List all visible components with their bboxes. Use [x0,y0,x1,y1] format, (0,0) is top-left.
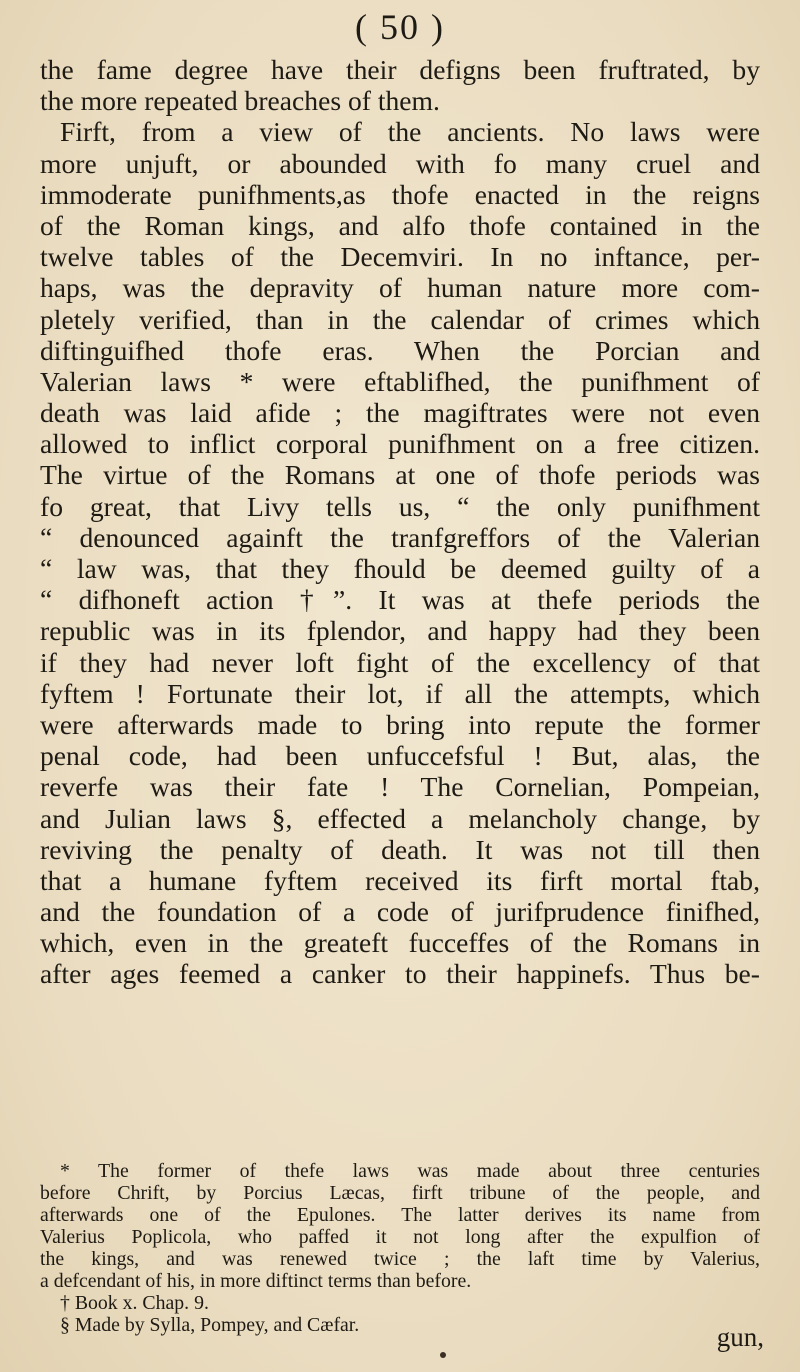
text-line: twelve tables of the Decemviri. In no inftance, per- [40,241,760,273]
text-line: haps, was the depravity of human nature more com- [40,272,760,304]
text-line: “ law was, that they fhould be deemed guilty of a [40,553,760,584]
page-number-header: ( 50 ) [355,7,445,47]
ink-mark [440,1352,446,1358]
main-text [40,54,760,990]
text-line: more unjuft, or abounded with fo many cruel and [40,147,760,179]
text-line: reviving the penalty of death. It was not till then [40,833,760,865]
catchword: gun, [716,1322,764,1352]
text-line: penal code, had been unfuccefsful ! But, alas, the [40,740,760,772]
footnotes [40,1160,760,1336]
footnote-line: † Book x. Chap. 9. [60,1292,209,1314]
text-line: immoderate punifhments,as thofe enacted in the reigns [40,178,760,210]
footnote-line: before Chrift, by Porcius Læcas, firft tribune of the people, and [40,1182,760,1204]
text-line: pletely verified, than in the calendar of crimes which [40,303,760,335]
text-line: the fame degree have their defigns been fruftrated, by [40,54,760,85]
footnote-line: afterwards one of the Epulones. The latter derives its name from [40,1204,760,1226]
text-line: “ denounced againft the tranfgreffors of the Valerian [40,521,760,553]
text-line: after ages feemed a canker to their happinefs. Thus be- [40,958,760,990]
text-line: were afterwards made to bring into repute the former [40,708,760,740]
text-line: The virtue of the Romans at one of thofe periods was [40,459,760,491]
text-line: and the foundation of a code of jurifprudence finifhed, [40,896,760,928]
text-line: fyftem ! Fortunate their lot, if all the attempts, which [40,677,760,709]
text-line: fo great, that Livy tells us, “ the only punifhment [40,490,760,522]
text-line: reverfe was their fate ! The Cornelian, Pompeian, [40,771,760,803]
footnote-line: Valerius Poplicola, who paffed it not long after the expulfion of [40,1226,760,1248]
text-line: allowed to inflict corporal punifhment on a free citizen. [40,428,760,460]
text-line: that a humane fyftem received its firft mortal ftab, [40,864,760,896]
text-line: if they had never loft fight of the excellency of that [40,646,760,678]
text-line: “ difhoneft action †”. It was at thefe periods the [40,584,760,616]
text-line: the more repeated breaches of them. [40,85,440,117]
text-line: and Julian laws §, effected a melancholy change, by [40,802,760,834]
text-line: of the Roman kings, and alfo thofe contained in the [40,209,760,241]
text-line: death was laid afide ; the magiftrates were not even [40,397,760,429]
text-line: diftinguifhed thofe eras. When the Porcian and [40,334,760,366]
footnote-line: § Made by Sylla, Pompey, and Cæfar. [60,1314,360,1336]
text-line: which, even in the greateft fucceffes of the Romans in [40,927,760,959]
footnote-line: the kings, and was renewed twice ; the laft time by Valerius, [40,1248,760,1270]
footnote-line: a defcendant of his, in more diftinct terms than before. [40,1270,472,1292]
footnote-line: * The former of thefe laws was made about three centuries [60,1160,760,1182]
text-line: Valerian laws * were eftablifhed, the punifhment of [40,365,760,397]
text-line: republic was in its fplendor, and happy had they been [40,615,760,647]
text-line: Firft, from a view of the ancients. No laws were [60,116,760,148]
